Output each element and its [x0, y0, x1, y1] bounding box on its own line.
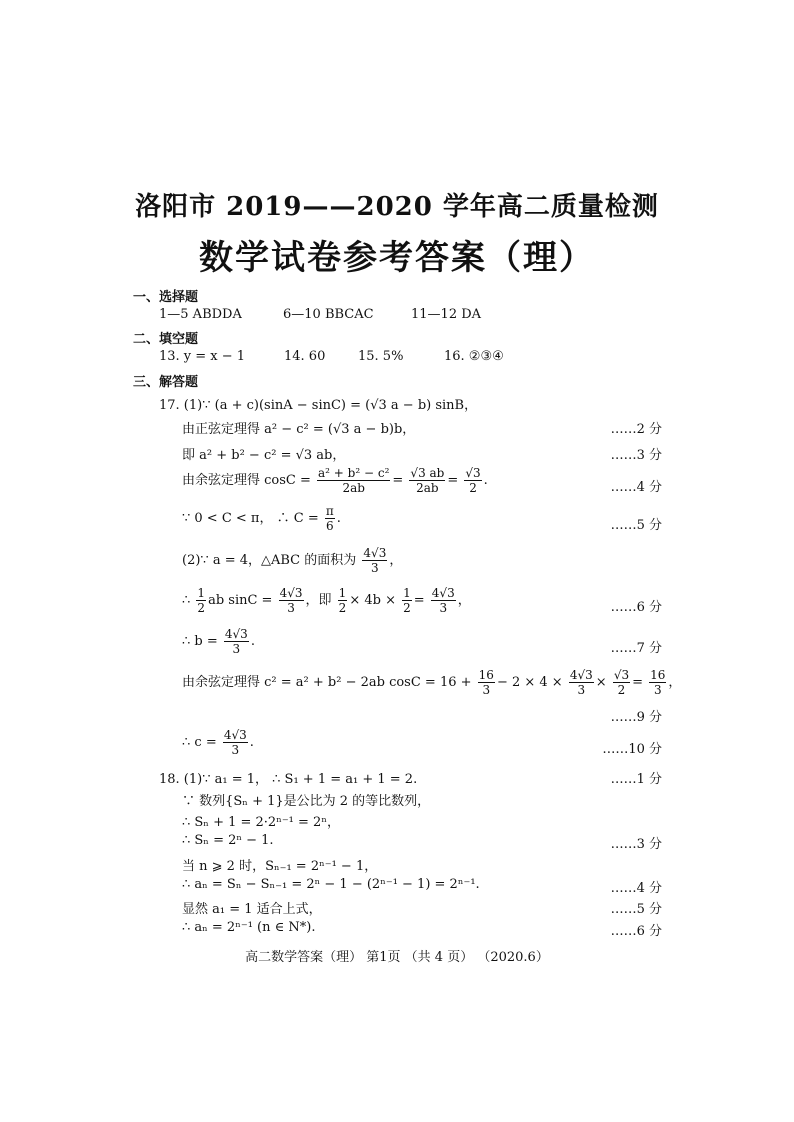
- q17-score-9: ……9 分: [610, 710, 662, 725]
- q17-line-6: (2)∵ a = 4，△ABC 的面积为 $\frac{4√3}{3}$ ，: [182, 546, 403, 575]
- q17-line-9-text-c: ×: [595, 675, 607, 690]
- q17-line-7-text: ∴: [182, 593, 191, 608]
- fraction: [196, 586, 206, 615]
- fraction: [613, 668, 630, 697]
- q17-line-9-text: 由余弦定理得 c² = a² + b² − 2ab cosC = 16 +: [182, 675, 472, 690]
- denominator: 2ab: [416, 481, 439, 495]
- choice-group-2: 6—10 BBCAC: [283, 307, 374, 322]
- page-subtitle: 数学试卷参考答案（理）: [199, 238, 595, 278]
- denominator: 3: [577, 683, 586, 697]
- numerator: 1: [403, 586, 411, 600]
- fraction: [649, 668, 666, 697]
- fraction: [478, 668, 495, 697]
- q17-line-6-text: (2)∵ a = 4，△ABC 的面积为: [182, 553, 357, 568]
- fraction: [569, 668, 594, 697]
- q18-line-1: 18. (1)∵ a₁ = 1， ∴ S₁ + 1 = a₁ + 1 = 2.: [159, 772, 418, 787]
- fraction: [362, 546, 387, 575]
- fraction: [338, 586, 348, 615]
- section-heading-choice: 一、选择题: [133, 290, 199, 305]
- q18-score-4: ……4 分: [610, 881, 662, 896]
- fraction: [279, 586, 304, 615]
- numerator: 4√3: [279, 586, 303, 600]
- denominator: 3: [287, 601, 295, 615]
- page-title: 洛阳市 2019——2020 学年高二质量检测: [135, 192, 659, 222]
- q17-score-6: ……6 分: [610, 600, 662, 615]
- q17-line-3: 即 a² + b² − c² = √3 ab，: [182, 448, 346, 463]
- fraction: [431, 586, 456, 615]
- numerator: 16: [478, 668, 494, 682]
- q18-score-1: ……1 分: [610, 772, 662, 787]
- q18-line-3: ∴ Sₙ + 1 = 2·2ⁿ⁻¹ = 2ⁿ，: [182, 815, 340, 830]
- q18-line-2: ∵ 数列{Sₙ + 1}是公比为 2 的等比数列，: [182, 794, 431, 809]
- q17-score-5: ……5 分: [610, 518, 662, 533]
- q18-line-6: ∴ aₙ = Sₙ − Sₙ₋₁ = 2ⁿ − 1 − (2ⁿ⁻¹ − 1) = 2ⁿ⁻¹.: [182, 877, 480, 892]
- denominator: 3: [231, 743, 240, 757]
- numerator: √3 ab: [410, 466, 445, 480]
- fill-answer-13: 13. y = x − 1: [159, 349, 246, 364]
- q17-line-9-text-d: =: [632, 675, 643, 690]
- numerator: 4√3: [224, 627, 248, 641]
- q18-score-5: ……5 分: [610, 902, 662, 917]
- choice-group-3: 11—12 DA: [411, 307, 482, 322]
- fraction: [464, 466, 481, 495]
- denominator: 3: [232, 642, 241, 656]
- choice-group-1: 1—5 ABDDA: [159, 307, 242, 322]
- numerator: π: [325, 504, 334, 518]
- numerator: √3: [613, 668, 630, 682]
- fraction: [402, 586, 412, 615]
- fraction: [224, 627, 249, 656]
- fraction: [317, 466, 390, 495]
- q18-line-8: ∴ aₙ = 2ⁿ⁻¹ (n ∈ N*).: [182, 920, 316, 935]
- fill-answer-16: 16. ②③④: [444, 349, 504, 364]
- denominator: 2: [617, 683, 626, 697]
- fill-answer-15: 15. 5%: [358, 349, 404, 364]
- q18-line-4: ∴ Sₙ = 2ⁿ − 1.: [182, 833, 274, 848]
- q17-line-9-text-b: − 2 × 4 ×: [496, 675, 563, 690]
- q17-score-3: ……3 分: [610, 448, 662, 463]
- q17-score-2: ……2 分: [610, 422, 662, 437]
- q18-line-5: 当 n ⩾ 2 时，Sₙ₋₁ = 2ⁿ⁻¹ − 1，: [182, 859, 378, 874]
- q18-score-3: ……3 分: [610, 837, 662, 852]
- q17-line-7: ∴ $\frac{1}{2}$ ab sinC = $\frac{4√3}{3}$ ，即 $\frac{1}{2}$ × 4b × $\frac{1}{2}$ = $\frac{4√3}{3}$ ，: [182, 586, 471, 615]
- q17-line-10-text: ∴ c =: [182, 735, 217, 750]
- numerator: a² + b² − c²: [318, 466, 390, 480]
- denominator: 2: [338, 601, 347, 615]
- denominator: 3: [482, 683, 491, 697]
- numerator: 1: [338, 586, 347, 600]
- q17-line-4-text: 由余弦定理得 cosC =: [182, 473, 311, 488]
- denominator: 6: [325, 519, 334, 533]
- q18-line-7: 显然 a₁ = 1 适合上式，: [182, 902, 322, 917]
- numerator: √3: [465, 466, 481, 480]
- numerator: 4√3: [569, 668, 593, 682]
- q17-line-7-text-c: ，即: [305, 593, 332, 608]
- q17-line-5: ∵ 0 < C < π， ∴ C = $\frac{\pi}{6}$ .: [182, 504, 341, 533]
- q17-line-2: 由正弦定理得 a² − c² = (√3 a − b)b，: [182, 422, 416, 437]
- denominator: 2: [469, 481, 477, 495]
- q17-line-8-text: ∴ b =: [182, 634, 218, 649]
- q17-line-7-text-b: ab sinC =: [208, 593, 273, 608]
- page-footer: 高二数学答案（理） 第1页 （共 4 页） （2020.6）: [245, 950, 549, 965]
- q17-score-4: ……4 分: [610, 480, 662, 495]
- q17-line-4: 由余弦定理得 cosC = $\frac{\text{a² + b² − c²}}{2ab}$ = $\frac{√3 ab}{2ab}$ = $\frac{√3}{2}$ .: [182, 466, 488, 495]
- numerator: 4√3: [363, 546, 387, 560]
- fill-answer-14: 14. 60: [284, 349, 326, 364]
- fraction: [223, 728, 248, 757]
- q17-line-9: 由余弦定理得 c² = a² + b² − 2ab cosC = 16 + $\frac{16}{3}$ − 2 × 4 × $\frac{4√3}{3}$ × $\frac{√3}{2}$ = $\frac{16}{3}$ ，: [182, 668, 682, 697]
- denominator: 2: [197, 601, 206, 615]
- numerator: 1: [197, 586, 206, 600]
- numerator: 16: [650, 668, 666, 682]
- q18-score-6: ……6 分: [610, 924, 662, 939]
- denominator: 3: [371, 561, 379, 575]
- fraction: [409, 466, 445, 495]
- q17-line-7-text-e: =: [413, 593, 425, 608]
- q17-line-5-text: ∵ 0 < C < π， ∴ C =: [182, 511, 319, 526]
- q17-line-7-text-d: × 4b ×: [349, 593, 396, 608]
- numerator: 4√3: [431, 586, 455, 600]
- q17-score-10: ……10 分: [602, 742, 662, 757]
- denominator: 3: [439, 601, 448, 615]
- denominator: 2ab: [342, 481, 365, 495]
- section-heading-solve: 三、解答题: [133, 375, 199, 390]
- q17-line-10: ∴ c = $\frac{4√3}{3}$ .: [182, 728, 254, 757]
- q17-line-8: ∴ b = $\frac{4√3}{3}$ .: [182, 627, 255, 656]
- denominator: 3: [653, 683, 662, 697]
- q17-line-1: 17. (1)∵ (a + c)(sinA − sinC) = (√3 a − b) sinB，: [159, 398, 478, 413]
- section-heading-fill: 二、填空题: [133, 332, 199, 347]
- fraction: [325, 504, 335, 533]
- numerator: 4√3: [223, 728, 247, 742]
- denominator: 2: [403, 601, 411, 615]
- q17-score-7: ……7 分: [610, 641, 662, 656]
